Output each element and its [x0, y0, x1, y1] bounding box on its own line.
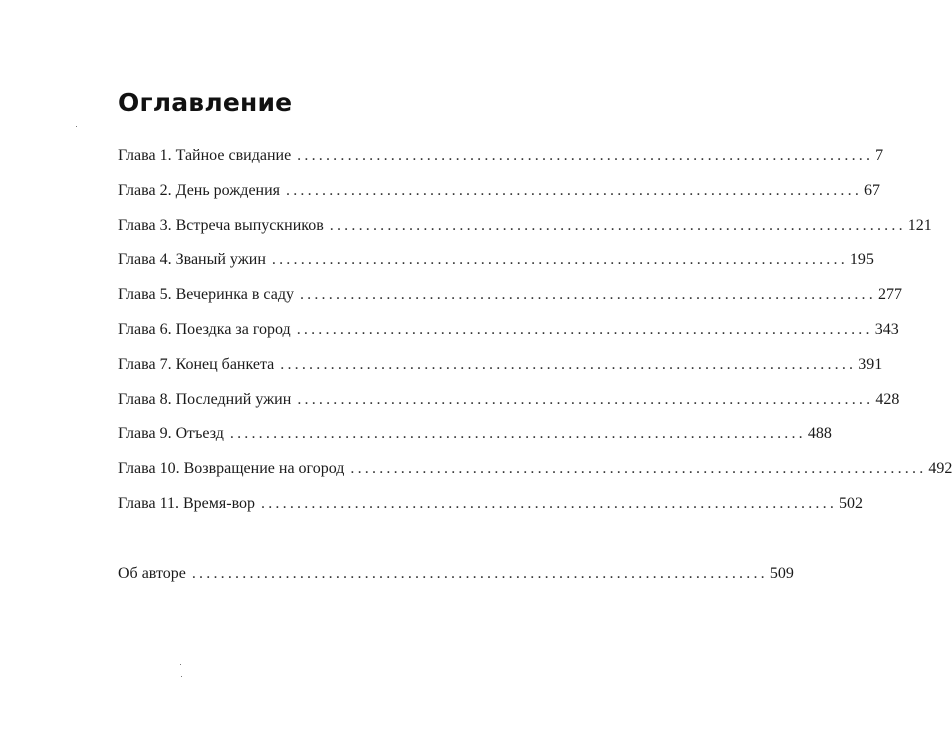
table-of-contents	[118, 146, 952, 599]
dot-leader: ................................................................................	[297, 147, 874, 164]
dot-leader: ................................................................................	[329, 216, 906, 234]
toc-entry-title: Глава 1. Тайное свидание	[118, 147, 292, 164]
print-speck	[180, 664, 181, 665]
toc-entry-title: Глава 9. Отъезд	[118, 425, 224, 443]
toc-entry	[118, 424, 832, 459]
toc-entry-title: Глава 5. Вечеринка в саду	[118, 286, 294, 304]
toc-entry-page: 492	[928, 460, 952, 478]
toc-entry	[118, 250, 874, 285]
toc-entry-title: Глава 4. Званый ужин	[118, 251, 266, 269]
toc-entry-page: 391	[858, 355, 883, 373]
dot-leader: ................................................................................	[296, 320, 873, 338]
toc-entry	[118, 459, 952, 494]
toc-entry-page: 67	[864, 181, 881, 199]
toc-entry-page: 195	[849, 251, 874, 269]
dot-leader: ................................................................................	[286, 181, 863, 199]
toc-entry-page: 121	[907, 216, 932, 234]
toc-entry-title: Глава 10. Возвращение на огород	[118, 460, 345, 478]
toc-entry-page: 277	[877, 286, 902, 304]
toc-entry	[118, 181, 881, 216]
dot-leader: ................................................................................	[229, 425, 806, 443]
dot-leader: ................................................................................	[299, 286, 876, 304]
toc-entry-title: Глава 3. Встреча выпускников	[118, 216, 324, 234]
toc-entry	[118, 285, 902, 320]
toc-entry-title: Глава 11. Время-вор	[118, 494, 256, 512]
toc-entry	[118, 216, 932, 251]
dot-leader: ................................................................................	[191, 564, 768, 582]
toc-entry-page: 509	[769, 564, 794, 582]
dot-leader: ................................................................................	[350, 460, 927, 478]
toc-entry-about-author	[118, 564, 794, 599]
toc-entry-page: 7	[875, 147, 884, 164]
toc-entry-page: 428	[875, 390, 900, 408]
toc-entry-title: Глава 7. Конец банкета	[118, 355, 275, 373]
toc-entry	[118, 494, 864, 529]
dot-leader: ................................................................................	[280, 355, 857, 373]
print-speck	[76, 126, 77, 127]
toc-entry-title: Глава 6. Поездка за город	[118, 320, 291, 338]
dot-leader: ................................................................................	[297, 390, 874, 408]
toc-entry-page: 488	[807, 425, 832, 443]
toc-entry	[118, 355, 883, 390]
toc-entry-page: 502	[839, 494, 864, 512]
toc-heading: Оглавление	[118, 88, 293, 117]
toc-entry-title: Глава 2. День рождения	[118, 181, 281, 199]
toc-entry	[118, 146, 884, 181]
print-speck	[181, 676, 182, 677]
toc-entry	[118, 390, 900, 425]
toc-entry-page: 343	[874, 320, 899, 338]
toc-entry-title: Глава 8. Последний ужин	[118, 390, 292, 408]
toc-entry	[118, 320, 899, 355]
toc-entry-title: Об авторе	[118, 564, 186, 582]
dot-leader: ................................................................................	[271, 251, 848, 269]
dot-leader: ................................................................................	[261, 494, 838, 512]
